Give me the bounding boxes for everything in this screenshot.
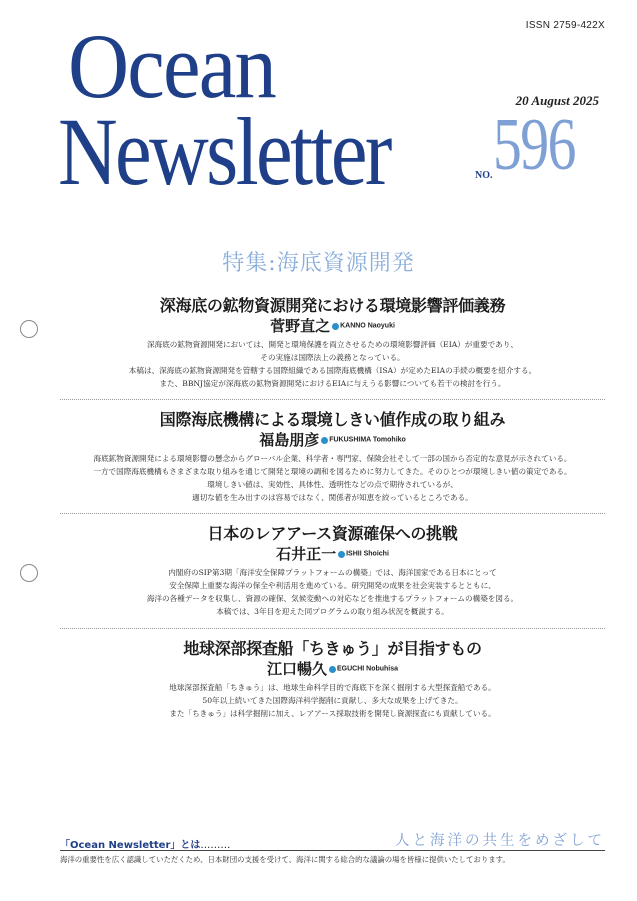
article-title: 日本のレアアース資源確保への挑戦	[207, 524, 458, 543]
article-1	[60, 296, 605, 390]
footer-label-dots: ………	[200, 840, 231, 851]
article-separator	[60, 513, 605, 514]
article-author	[60, 660, 605, 679]
author-name-jp: 石井正一	[276, 545, 337, 563]
summary-line: 50年以上続いてきた国際海洋科学掘削に貢献し、多大な成果を上げてきた。	[202, 695, 463, 705]
summary-line: 深海底の鉱物資源開発においては、開発と環境保護を両立させるための環境影響評価（EIA）が重要であり、	[147, 339, 518, 349]
summary-line: 安全保障上重要な海洋の保全や利活用を進めている。研究開発の成果を社会実装するとともに、	[169, 580, 496, 590]
article-summary	[60, 566, 605, 619]
summary-line: 本稿は、深海底の鉱物資源開発を管轄する国際組織である国際海底機構（ISA）が定めたEIAの手続の概要を紹介する。	[128, 365, 537, 375]
article-author	[60, 431, 605, 450]
author-dot-icon	[329, 666, 336, 673]
issue-date: 20 August 2025	[515, 93, 599, 108]
author-name-jp: 菅野直之	[270, 317, 331, 335]
summary-line: また、BBNJ協定が深海底の鉱物資源開発におけるEIAに与えうる影響についても若干の検討を行う。	[159, 379, 506, 389]
issn: ISSN 2759-422X	[525, 20, 605, 31]
footer-label-text: 「Ocean Newsletter」とは	[60, 840, 201, 851]
article-separator	[60, 399, 605, 400]
issue-number: 596	[493, 104, 575, 186]
article-summary	[60, 452, 605, 505]
article-author	[60, 317, 605, 336]
footer-label	[60, 836, 230, 851]
article-title: 地球深部探査船「ちきゅう」が目指すもの	[183, 639, 482, 658]
punch-hole-bottom	[20, 564, 38, 582]
issue-number-label: NO.	[475, 170, 493, 181]
author-name-en: FUKUSHIMA Tomohiko	[329, 436, 406, 444]
summary-line: 地球深部探査船「ちきゅう」は、地球生命科学目的で海底下を深く掘削する大型探査船である。	[169, 682, 496, 692]
author-dot-icon	[321, 437, 328, 444]
author-dot-icon	[332, 323, 339, 330]
article-title: 国際海底機構による環境しきい値作成の取り組み	[159, 410, 506, 429]
author-name-en: ISHII Shoichi	[346, 550, 389, 558]
summary-line: 海洋の各種データを収集し、資源の確保、気候変動への対応などを推進するプラットフォームの構築を図る。	[146, 593, 519, 603]
article-summary	[60, 681, 605, 721]
author-name-en: EGUCHI Nobuhisa	[336, 665, 399, 673]
footer-slogan: 人と海洋の共生をめざして	[395, 833, 605, 849]
footer-description: 海洋の重要性を広く認識していただくため、日本財団の支援を受けて、海洋に関する総合的な議論の場を皆様に提供いたしております。	[60, 855, 510, 864]
summary-line: 適切な値を生み出すのは容易ではなく、関係者が知恵を絞っているところである。	[192, 493, 473, 503]
masthead-ocean: Ocean	[68, 15, 275, 117]
author-dot-icon	[338, 551, 345, 558]
summary-line: 内閣府のSIP第3期「海洋安全保障プラットフォームの構築」では、海洋国家である日本にとって	[168, 567, 497, 577]
summary-line: また「ちきゅう」は科学掘削に加え、レアアース採取技術を開発し資源探査にも貢献している。	[169, 708, 496, 718]
summary-line: 本稿では、3年目を迎えた同プログラムの取り組み状況を概説する。	[216, 607, 449, 617]
summary-line: 一方で国際海底機構もさまざまな取り組みを通じて開発と環境の調和を図るために努力してきた。そのひとつが環境しきい値の策定である。	[93, 466, 572, 476]
article-summary	[60, 338, 605, 391]
article-author	[60, 545, 605, 564]
summary-line: その実施は国際法上の義務となっている。	[260, 352, 405, 362]
author-name-jp: 江口暢久	[266, 660, 327, 678]
article-3	[60, 524, 605, 618]
author-name-en: KANNO Naoyuki	[340, 322, 395, 330]
article-separator	[60, 628, 605, 629]
feature-title: 特集:海底資源開発	[222, 251, 415, 276]
summary-line: 環境しきい値は、実効性、具体性、透明性などの点で期待されているが、	[207, 479, 458, 489]
article-title: 深海底の鉱物資源開発における環境影響評価義務	[159, 296, 506, 315]
author-name-jp: 福島朋彦	[259, 431, 320, 449]
footer-rule	[60, 850, 605, 851]
punch-hole-top	[20, 320, 38, 338]
article-2	[60, 410, 605, 504]
masthead-newsletter: Newsletter	[58, 98, 390, 205]
article-4	[60, 639, 605, 720]
summary-line: 海底鉱物資源開発による環境影響の懸念からグローバル企業、科学者・専門家、保険会社そして一部の国から否定的な意見が示されている。	[93, 453, 572, 463]
